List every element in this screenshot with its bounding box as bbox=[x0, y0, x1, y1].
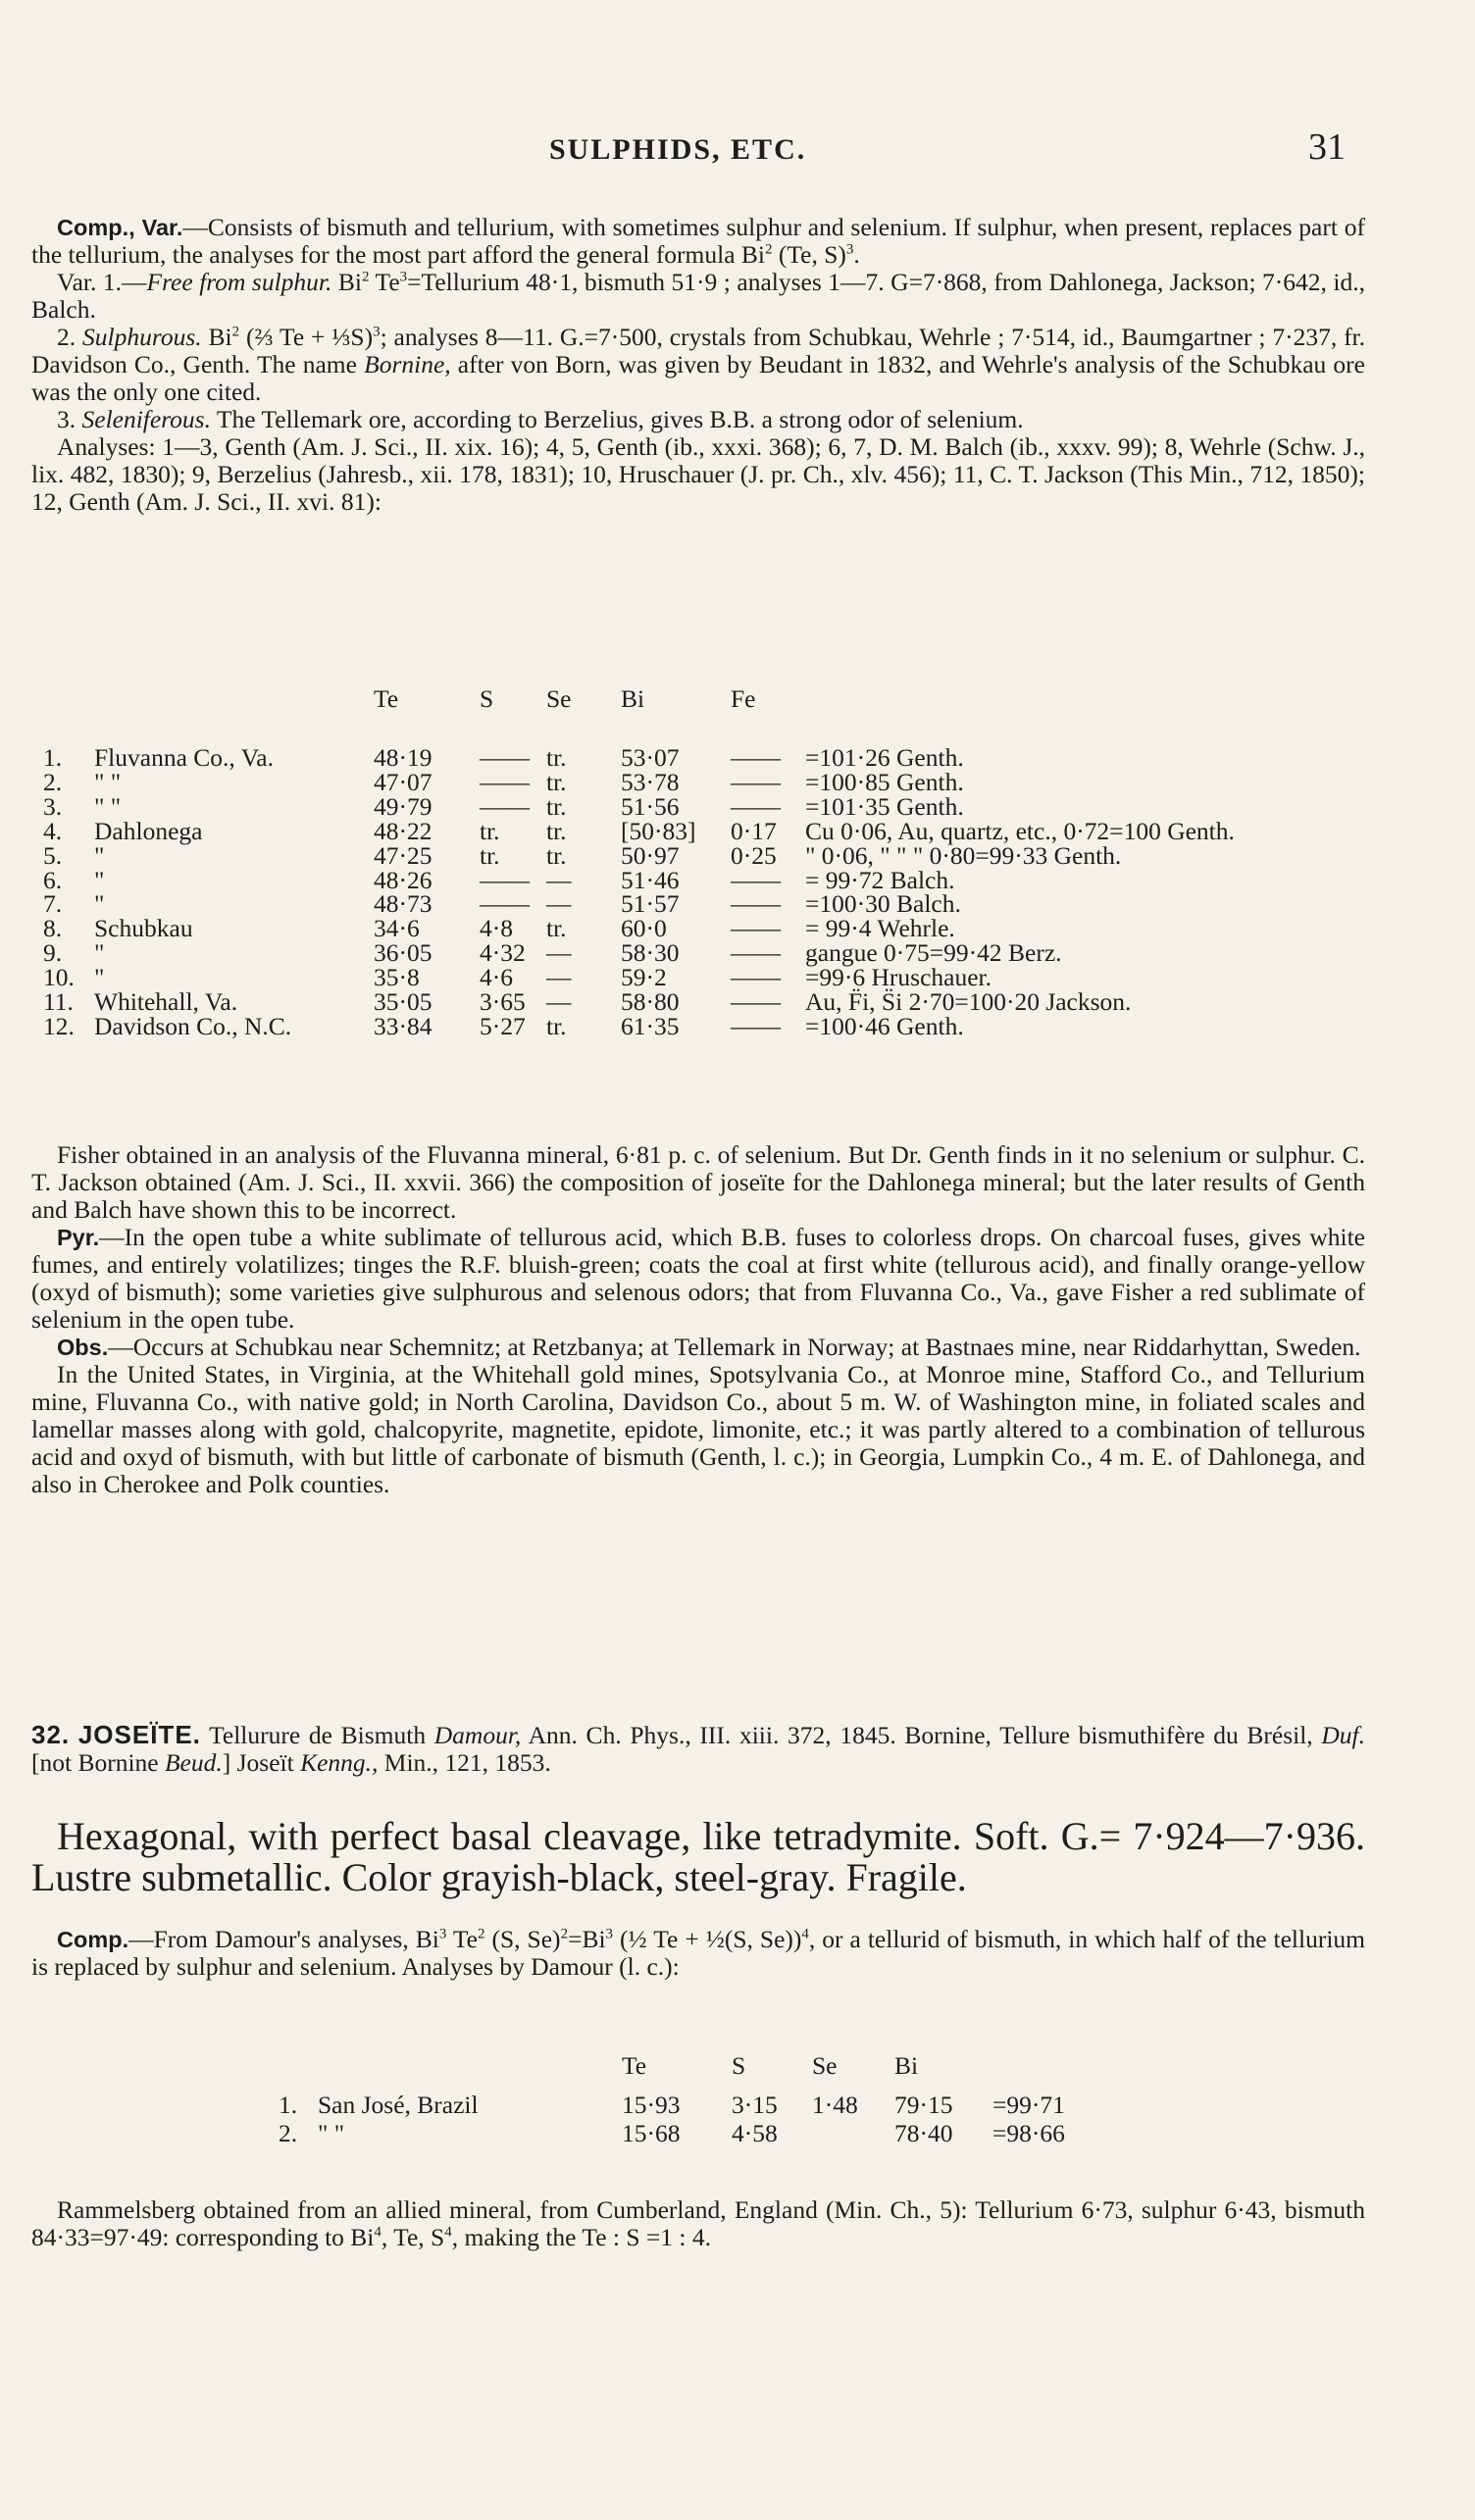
joseite-description-section bbox=[31, 1816, 1365, 1898]
row-number: 5. bbox=[43, 840, 63, 870]
table-row bbox=[43, 820, 1235, 844]
te-cell: 48·73 bbox=[374, 889, 432, 919]
page-header bbox=[0, 126, 1475, 175]
te-cell: 48·19 bbox=[374, 743, 432, 772]
s-cell: —— bbox=[480, 865, 530, 894]
analyses-references: Analyses: 1—3, Genth (Am. J. Sci., II. xix. 16); 4, 5, Genth (ib., xxxi. 368); 6, 7, D. M. Balch (ib., xxxv. 99); 8, Wehrle (Schw. J., lix. 482, 1830); 9, Berzelius (Jahresb., xii. 178, 1831); 10, Hruschauer (J. pr. Ch., xlv. 456); 11, C. T. Jackson (This Min., 712, 1850); 12, Genth (Am. J. Sci., II. xvi. 81): bbox=[31, 432, 1365, 516]
table-header-row bbox=[43, 680, 1235, 746]
bi-cell: 53·78 bbox=[621, 767, 680, 796]
fe-cell: —— bbox=[731, 914, 781, 943]
te-cell: 15·68 bbox=[622, 2119, 681, 2147]
row-number: 2. bbox=[43, 767, 63, 796]
col-header-s: S bbox=[732, 2051, 746, 2080]
locality-cell: Schubkau bbox=[94, 914, 193, 943]
fe-cell: 0·25 bbox=[731, 840, 777, 870]
fe-cell: —— bbox=[731, 963, 781, 992]
se-cell: tr. bbox=[546, 767, 567, 796]
remarks-cell: Au, F̈i, S̈i 2·70=100·20 Jackson. bbox=[805, 987, 1132, 1017]
te-cell: 36·05 bbox=[374, 938, 432, 968]
bi-cell: 61·35 bbox=[621, 1011, 680, 1040]
locality-cell: Dahlonega bbox=[94, 816, 203, 845]
s-cell: 4·32 bbox=[480, 938, 526, 968]
row-number: 3. bbox=[43, 791, 63, 821]
locality-cell: Fluvanna Co., Va. bbox=[94, 743, 274, 772]
bi-cell: 50·97 bbox=[621, 840, 680, 870]
te-cell: 35·05 bbox=[374, 987, 432, 1017]
locality-cell: " bbox=[94, 938, 105, 968]
fe-cell: 0·17 bbox=[731, 816, 777, 845]
remarks-cell: Cu 0·06, Au, quartz, etc., 0·72=100 Genth. bbox=[805, 816, 1235, 845]
joseite-analyses-table bbox=[279, 2049, 1065, 2147]
table-header-row bbox=[279, 2049, 1065, 2091]
locality-cell: " bbox=[94, 963, 105, 992]
locality-cell: " " bbox=[94, 791, 122, 821]
joseite-description: Hexagonal, with perfect basal cleavage, like tetradymite. Soft. G.= 7·924—7·936. Lustre submetallic. Color grayish-black, steel-gray. Fragile. bbox=[31, 1814, 1365, 1899]
remarks-cell: =101·26 Genth. bbox=[805, 743, 964, 772]
te-cell: 47·25 bbox=[374, 840, 432, 870]
row-number: 1. bbox=[43, 743, 63, 772]
locality-cell: " bbox=[94, 840, 105, 870]
col-header-bi: Bi bbox=[894, 2051, 919, 2080]
bi-cell: 58·30 bbox=[621, 938, 680, 968]
remarks-cell: = 99·4 Wehrle. bbox=[805, 914, 955, 943]
rammelsberg-section bbox=[31, 2196, 1365, 2251]
s-cell: tr. bbox=[480, 840, 500, 870]
variety-2-paragraph: 2. Sulphurous. Bi$^2$ (⅔ Te + ⅓S)$^3$; analyses 8—11. G.=7·500, crystals from Schubkau, Wehrle ; 7·514, id., Baumgartner ; 7·237, fr. Davidson Co., Genth. The name Bornine, after von Born, was given by Beudant in 1832, and Wehrle's analysis of the Schubkau ore was the only one cited. bbox=[31, 323, 1366, 406]
s-cell: 4·6 bbox=[480, 963, 513, 992]
row-number: 12. bbox=[43, 1011, 75, 1040]
te-cell: 49·79 bbox=[374, 791, 432, 821]
pyr-label: Pyr. bbox=[57, 1225, 100, 1250]
bi-cell: 60·0 bbox=[621, 914, 667, 943]
tetradymite-analyses-table bbox=[43, 680, 1235, 1039]
se-cell: tr. bbox=[546, 1011, 567, 1040]
remarks-cell: " 0·06, " " " 0·80=99·33 Genth. bbox=[805, 840, 1122, 870]
s-cell: 3·15 bbox=[732, 2091, 778, 2119]
table-row bbox=[43, 844, 1235, 869]
se-cell: tr. bbox=[546, 840, 567, 870]
remarks-cell: =100·46 Genth. bbox=[805, 1011, 964, 1040]
locality-cell: San José, Brazil bbox=[318, 2091, 479, 2119]
joseite-comp-label: Comp. bbox=[57, 1927, 129, 1952]
s-cell: —— bbox=[480, 791, 530, 821]
col-header-se: Se bbox=[546, 684, 572, 713]
col-header-se: Se bbox=[812, 2051, 838, 2080]
tetradymite-composition-section bbox=[31, 214, 1365, 516]
bi-cell: 51·56 bbox=[621, 791, 680, 821]
col-header-te: Te bbox=[374, 684, 399, 713]
obs-paragraph: Obs.—Occurs at Schubkau near Schemnitz; at Retzbanya; at Tellemark in Norway; at Bastnaes mine, near Riddarhyttan, Sweden. bbox=[57, 1333, 1361, 1361]
fe-cell: —— bbox=[731, 865, 781, 894]
tetradymite-analyses-table-wrap bbox=[43, 680, 1235, 1039]
col-header-te: Te bbox=[622, 2051, 647, 2080]
s-cell: 3·65 bbox=[480, 987, 526, 1017]
variety-1-paragraph: Var. 1.—Free from sulphur. Bi$^2$ $Te^3=Tellurium$ 48·1, bismuth 51·9 ; analyses 1—7. G=7·868, from Dahlonega, Jackson; 7·642, id., Balch. bbox=[31, 268, 1365, 324]
se-cell: tr. bbox=[546, 816, 567, 845]
fe-cell: —— bbox=[731, 791, 781, 821]
row-number: 4. bbox=[43, 816, 63, 845]
se-cell bbox=[812, 2119, 894, 2147]
sum-cell: =99·71 bbox=[992, 2091, 1065, 2119]
joseite-composition-section bbox=[31, 1926, 1365, 1981]
bi-cell: 53·07 bbox=[621, 743, 680, 772]
te-cell: 15·93 bbox=[622, 2091, 681, 2119]
locality-cell: " bbox=[94, 889, 105, 919]
s-cell: —— bbox=[480, 889, 530, 919]
united-states-paragraph: In the United States, in Virginia, at the Whitehall gold mines, Spotsylvania Co., at Monroe mine, Stafford Co., and Tellurium mine, Fluvanna Co., with native gold; in North Carolina, Davidson Co., about 5 m. W. of Washington mine, in foliated scales and lamellar masses along with gold, chalcopyrite, magnetite, epidote, limonite, etc.; it was partly altered to a combination of tellurous acid and oxyd of bismuth, with but little of carbonate of bismuth (Genth, l. c.); in Georgia, Lumpkin Co., 4 m. E. of Dahlonega, and also in Cherokee and Polk counties. bbox=[31, 1360, 1365, 1498]
bi-cell: 51·57 bbox=[621, 889, 680, 919]
running-title: SULPHIDS, ETC. bbox=[549, 133, 807, 166]
locality-cell: " " bbox=[318, 2119, 345, 2147]
locality-cell: " bbox=[94, 865, 105, 894]
fe-cell: —— bbox=[731, 889, 781, 919]
row-number: 2. bbox=[279, 2119, 298, 2147]
fe-cell: —— bbox=[731, 743, 781, 772]
sum-cell: =98·66 bbox=[992, 2119, 1065, 2147]
remarks-cell: = 99·72 Balch. bbox=[805, 865, 955, 894]
te-cell: 48·26 bbox=[374, 865, 432, 894]
bi-cell: 59·2 bbox=[621, 963, 667, 992]
locality-cell: Davidson Co., N.C. bbox=[94, 1011, 292, 1040]
bi-cell: 79·15 bbox=[894, 2091, 953, 2119]
row-number: 11. bbox=[43, 987, 74, 1017]
table-row bbox=[43, 795, 1235, 820]
remarks-cell: =100·85 Genth. bbox=[805, 767, 964, 796]
s-cell: —— bbox=[480, 743, 530, 772]
table-row bbox=[279, 2119, 1065, 2147]
s-cell: tr. bbox=[480, 816, 500, 845]
joseite-analyses-table-wrap bbox=[279, 2049, 1065, 2147]
s-cell: —— bbox=[480, 767, 530, 796]
joseite-comp-paragraph: Comp.—From Damour's analyses, Bi$^3$ Te$^2$ (S, $Se)^2=Bi^3$ (½ Te + ½(S, Se))$^4$, or a tellurid of bismuth, in which half of the tellurium is replaced by sulphur and selenium. Analyses by Damour (l. c.): bbox=[31, 1925, 1366, 1981]
remarks-cell: =101·35 Genth. bbox=[805, 791, 964, 821]
se-cell: — bbox=[546, 938, 572, 968]
table-row bbox=[279, 2091, 1065, 2119]
bi-cell: 58·80 bbox=[621, 987, 680, 1017]
joseite-heading: 32. JOSEÏTE. Tellurure de Bismuth Damour, Ann. Ch. Phys., III. xiii. 372, 1845. Bornine, Tellure bismuthifère du Brésil, Duf. [not Bornine Beud.] Joseït Kenng., Min., 121, 1853. bbox=[31, 1720, 1365, 1777]
col-header-bi: Bi bbox=[621, 684, 645, 713]
locality-cell: " " bbox=[94, 767, 122, 796]
bi-cell: 78·40 bbox=[894, 2119, 953, 2147]
fe-cell: —— bbox=[731, 1011, 781, 1040]
comp-var-paragraph: Comp., Var.—Consists of bismuth and tellurium, with sometimes sulphur and selenium. If sulphur, when present, replaces part of the tellurium, the analyses for the most part afford the general formula Bi$^2$ (Te, S)$^3$. bbox=[31, 213, 1365, 269]
te-cell: 34·6 bbox=[374, 914, 420, 943]
row-number: 10. bbox=[43, 963, 75, 992]
row-number: 7. bbox=[43, 889, 63, 919]
row-number: 8. bbox=[43, 914, 63, 943]
se-cell: — bbox=[546, 889, 572, 919]
se-cell: tr. bbox=[546, 791, 567, 821]
col-header-s: S bbox=[480, 684, 494, 713]
se-cell: — bbox=[546, 865, 572, 894]
te-cell: 35·8 bbox=[374, 963, 420, 992]
table-row bbox=[43, 1015, 1235, 1039]
rammelsberg-paragraph: Rammelsberg obtained from an allied mineral, from Cumberland, England (Min. Ch., 5): Tellurium 6·73, sulphur 6·43, bismuth 84·33=97·49: corresponding to Bi$^4$, Te, $S^4$, making the Te : S =1 : 4. bbox=[31, 2195, 1365, 2251]
remarks-cell: =99·6 Hruschauer. bbox=[805, 963, 992, 992]
pyr-paragraph: Pyr.—In the open tube a white sublimate of tellurous acid, which B.B. fuses to colorless drops. On charcoal fuses, gives white fumes, and entirely volatilizes; tinges the R.F. bluish-green; coats the coal at first white (tellurous acid), and finally orange-yellow (oxyd of bismuth); some varieties give sulphurous and selenous odors; that from Fluvanna Co., Va., gave Fisher a red sublimate of selenium in the open tube. bbox=[31, 1223, 1365, 1334]
s-cell: 5·27 bbox=[480, 1011, 526, 1040]
locality-cell: Whitehall, Va. bbox=[94, 987, 238, 1017]
remarks-cell: =100·30 Balch. bbox=[805, 889, 961, 919]
se-cell: — bbox=[546, 987, 572, 1017]
page-number: 31 bbox=[1308, 126, 1346, 168]
s-cell: 4·58 bbox=[732, 2119, 778, 2147]
row-number: 1. bbox=[279, 2091, 298, 2119]
obs-label: Obs. bbox=[57, 1335, 109, 1360]
bi-cell: 51·46 bbox=[621, 865, 680, 894]
row-number: 6. bbox=[43, 865, 63, 894]
se-cell: 1·48 bbox=[812, 2091, 858, 2119]
te-cell: 33·84 bbox=[374, 1011, 432, 1040]
te-cell: 48·22 bbox=[374, 816, 432, 845]
se-cell: tr. bbox=[546, 743, 567, 772]
fe-cell: —— bbox=[731, 938, 781, 968]
se-cell: — bbox=[546, 963, 572, 992]
bi-cell: [50·83] bbox=[621, 816, 696, 845]
fe-cell: —— bbox=[731, 987, 781, 1017]
mineral-name: JOSEÏTE. bbox=[77, 1720, 201, 1749]
comp-var-label: Comp., Var. bbox=[57, 215, 183, 240]
fe-cell: —— bbox=[731, 767, 781, 796]
tetradymite-notes-section bbox=[31, 1141, 1365, 1498]
s-cell: 4·8 bbox=[480, 914, 513, 943]
fisher-paragraph: Fisher obtained in an analysis of the Fluvanna mineral, 6·81 p. c. of selenium. But Dr. Genth finds in it no selenium or sulphur. C. T. Jackson obtained (Am. J. Sci., II. xxvii. 366) the composition of joseïte for the Dahlonega mineral; but the later results of Genth and Balch have shown this to be incorrect. bbox=[31, 1140, 1365, 1224]
col-header-fe: Fe bbox=[731, 684, 756, 713]
row-number: 9. bbox=[43, 938, 63, 968]
remarks-cell: gangue 0·75=99·42 Berz. bbox=[805, 938, 1062, 968]
te-cell: 47·07 bbox=[374, 767, 432, 796]
se-cell: tr. bbox=[546, 914, 567, 943]
mineral-number: 32. bbox=[31, 1720, 71, 1749]
variety-3-paragraph: 3. Seleniferous. The Tellemark ore, according to Berzelius, gives B.B. a strong odor of selenium. bbox=[57, 405, 1024, 433]
